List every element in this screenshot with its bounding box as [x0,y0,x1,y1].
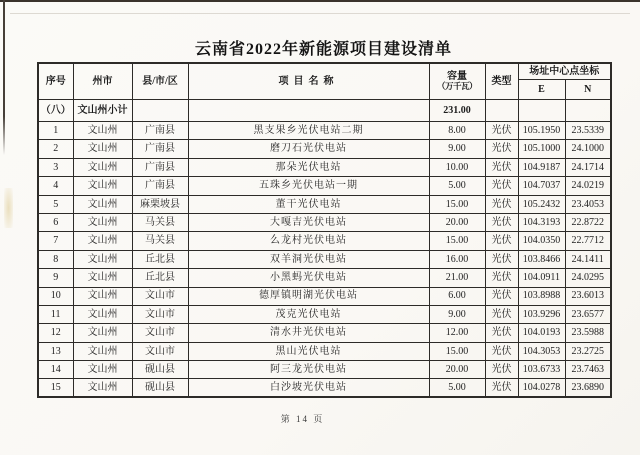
cell-e: 105.1950 [518,122,565,140]
table-row [38,232,611,250]
cell-county: 砚山县 [132,361,188,379]
cell-capacity: 15.00 [429,232,485,250]
table-body [38,122,611,398]
cell-e: 104.0911 [518,269,565,287]
cell-n: 23.7463 [565,361,611,379]
cell-type: 光伏 [485,361,518,379]
cell-county: 广南县 [132,122,188,140]
table-row [38,269,611,287]
scan-edge-left [3,0,5,155]
table-row [38,324,611,342]
cell-prefecture: 文山州 [73,305,132,323]
cell-project: 小黑蚂光伏电站 [188,269,429,287]
cell-e: 103.8988 [518,287,565,305]
cell-type: 光伏 [485,140,518,158]
cell-project: 大嘎吉光伏电站 [188,213,429,231]
cell-project: 董干光伏电站 [188,195,429,213]
cell-n: 23.6577 [565,305,611,323]
cell-index: 8 [38,250,73,268]
cell-e: 104.3053 [518,342,565,360]
cell-n: 23.4053 [565,195,611,213]
cell-prefecture: 文山州 [73,379,132,397]
cell-capacity: 16.00 [429,250,485,268]
document-title: 云南省2022年新能源项目建设清单 [194,41,452,58]
cell-project: 黑支果乡光伏电站二期 [188,122,429,140]
header-county: 县/市/区 [132,63,188,100]
cell-n: 23.5988 [565,324,611,342]
subtotal-project-empty [188,100,429,122]
subtotal-row [38,100,611,122]
cell-n: 24.0219 [565,177,611,195]
cell-n: 24.1000 [565,140,611,158]
cell-county: 麻栗坡县 [132,195,188,213]
scan-edge-top [0,0,640,2]
table-row [38,342,611,360]
cell-e: 103.9296 [518,305,565,323]
cell-project: 德厚镇明湖光伏电站 [188,287,429,305]
cell-county: 丘北县 [132,250,188,268]
cell-project: 阿三龙光伏电站 [188,361,429,379]
subtotal-n-empty [565,100,611,122]
cell-county: 广南县 [132,158,188,176]
cell-type: 光伏 [485,287,518,305]
cell-type: 光伏 [485,379,518,397]
cell-index: 6 [38,213,73,231]
header-project-name: 项目名称 [188,63,429,100]
table-row [38,177,611,195]
cell-n: 24.1411 [565,250,611,268]
header-capacity [429,63,485,100]
cell-county: 广南县 [132,177,188,195]
header-north: N [565,80,611,100]
cell-e: 103.8466 [518,250,565,268]
cell-county: 马关县 [132,232,188,250]
cell-project: 么龙村光伏电站 [188,232,429,250]
cell-project: 双羊洞光伏电站 [188,250,429,268]
cell-prefecture: 文山州 [73,361,132,379]
cell-county: 文山市 [132,305,188,323]
cell-e: 104.0278 [518,379,565,397]
cell-e: 104.3193 [518,213,565,231]
cell-prefecture: 文山州 [73,195,132,213]
cell-capacity: 20.00 [429,213,485,231]
table-row [38,287,611,305]
cell-capacity: 21.00 [429,269,485,287]
cell-county: 文山市 [132,287,188,305]
cell-index: 2 [38,140,73,158]
cell-type: 光伏 [485,158,518,176]
table-header [38,63,611,100]
page-number: 第 14 页 [280,414,325,424]
cell-e: 105.2432 [518,195,565,213]
cell-project: 那朵光伏电站 [188,158,429,176]
subtotal-type-empty [485,100,518,122]
cell-project: 白沙坡光伏电站 [188,379,429,397]
cell-index: 3 [38,158,73,176]
cell-capacity: 15.00 [429,195,485,213]
subtotal-index: （八） [38,100,73,122]
cell-type: 光伏 [485,342,518,360]
cell-n: 23.2725 [565,342,611,360]
cell-prefecture: 文山州 [73,158,132,176]
cell-prefecture: 文山州 [73,250,132,268]
cell-index: 5 [38,195,73,213]
cell-n: 23.6890 [565,379,611,397]
header-row-main [38,63,611,80]
cell-index: 14 [38,361,73,379]
cell-prefecture: 文山州 [73,269,132,287]
cell-n: 22.7712 [565,232,611,250]
cell-project: 茂克光伏电站 [188,305,429,323]
cell-e: 104.7037 [518,177,565,195]
cell-county: 马关县 [132,213,188,231]
table-row [38,140,611,158]
cell-type: 光伏 [485,122,518,140]
cell-capacity: 6.00 [429,287,485,305]
cell-project: 五珠乡光伏电站一期 [188,177,429,195]
cell-capacity: 5.00 [429,379,485,397]
table-row [38,379,611,397]
cell-e: 103.6733 [518,361,565,379]
cell-n: 22.8722 [565,213,611,231]
cell-project: 清水井光伏电站 [188,324,429,342]
header-capacity-line1: 容量 [447,70,467,82]
subtotal-e-empty [518,100,565,122]
cell-n: 24.0295 [565,269,611,287]
cell-capacity: 9.00 [429,305,485,323]
cell-index: 9 [38,269,73,287]
cell-index: 12 [38,324,73,342]
cell-e: 105.1000 [518,140,565,158]
cell-index: 10 [38,287,73,305]
cell-county: 文山市 [132,324,188,342]
cell-type: 光伏 [485,195,518,213]
cell-type: 光伏 [485,250,518,268]
cell-capacity: 10.00 [429,158,485,176]
cell-prefecture: 文山州 [73,177,132,195]
cell-index: 15 [38,379,73,397]
cell-prefecture: 文山州 [73,232,132,250]
cell-county: 文山市 [132,342,188,360]
cell-n: 23.6013 [565,287,611,305]
cell-index: 1 [38,122,73,140]
cell-capacity: 20.00 [429,361,485,379]
cell-prefecture: 文山州 [73,140,132,158]
cell-type: 光伏 [485,324,518,342]
table-row [38,195,611,213]
cell-prefecture: 文山州 [73,122,132,140]
cell-capacity: 12.00 [429,324,485,342]
cell-type: 光伏 [485,232,518,250]
table-row [38,250,611,268]
scan-artifact-line [10,13,630,14]
cell-county: 砚山县 [132,379,188,397]
table-row [38,213,611,231]
cell-index: 7 [38,232,73,250]
table-row [38,158,611,176]
header-index: 序号 [38,63,73,100]
subtotal-county-empty [132,100,188,122]
scan-smudge [4,188,13,228]
cell-prefecture: 文山州 [73,213,132,231]
table-row [38,122,611,140]
cell-project: 黑山光伏电站 [188,342,429,360]
cell-capacity: 8.00 [429,122,485,140]
cell-e: 104.0350 [518,232,565,250]
cell-type: 光伏 [485,213,518,231]
table-row [38,305,611,323]
header-prefecture: 州市 [73,63,132,100]
cell-index: 11 [38,305,73,323]
cell-index: 13 [38,342,73,360]
cell-index: 4 [38,177,73,195]
cell-prefecture: 文山州 [73,342,132,360]
cell-type: 光伏 [485,177,518,195]
cell-n: 23.5339 [565,122,611,140]
cell-county: 广南县 [132,140,188,158]
header-capacity-line2: （万千瓦） [436,81,477,92]
header-east: E [518,80,565,100]
subtotal-capacity: 231.00 [429,100,485,122]
cell-type: 光伏 [485,305,518,323]
cell-e: 104.0193 [518,324,565,342]
cell-capacity: 5.00 [429,177,485,195]
cell-county: 丘北县 [132,269,188,287]
cell-project: 磨刀石光伏电站 [188,140,429,158]
cell-e: 104.9187 [518,158,565,176]
cell-n: 24.1714 [565,158,611,176]
subtotal-label: 文山州小计 [73,100,132,122]
cell-type: 光伏 [485,269,518,287]
cell-capacity: 9.00 [429,140,485,158]
cell-prefecture: 文山州 [73,324,132,342]
table-row [38,361,611,379]
cell-prefecture: 文山州 [73,287,132,305]
header-type: 类型 [485,63,518,100]
header-site-coordinates: 场址中心点坐标 [518,63,611,80]
projects-table [37,62,612,398]
cell-capacity: 15.00 [429,342,485,360]
